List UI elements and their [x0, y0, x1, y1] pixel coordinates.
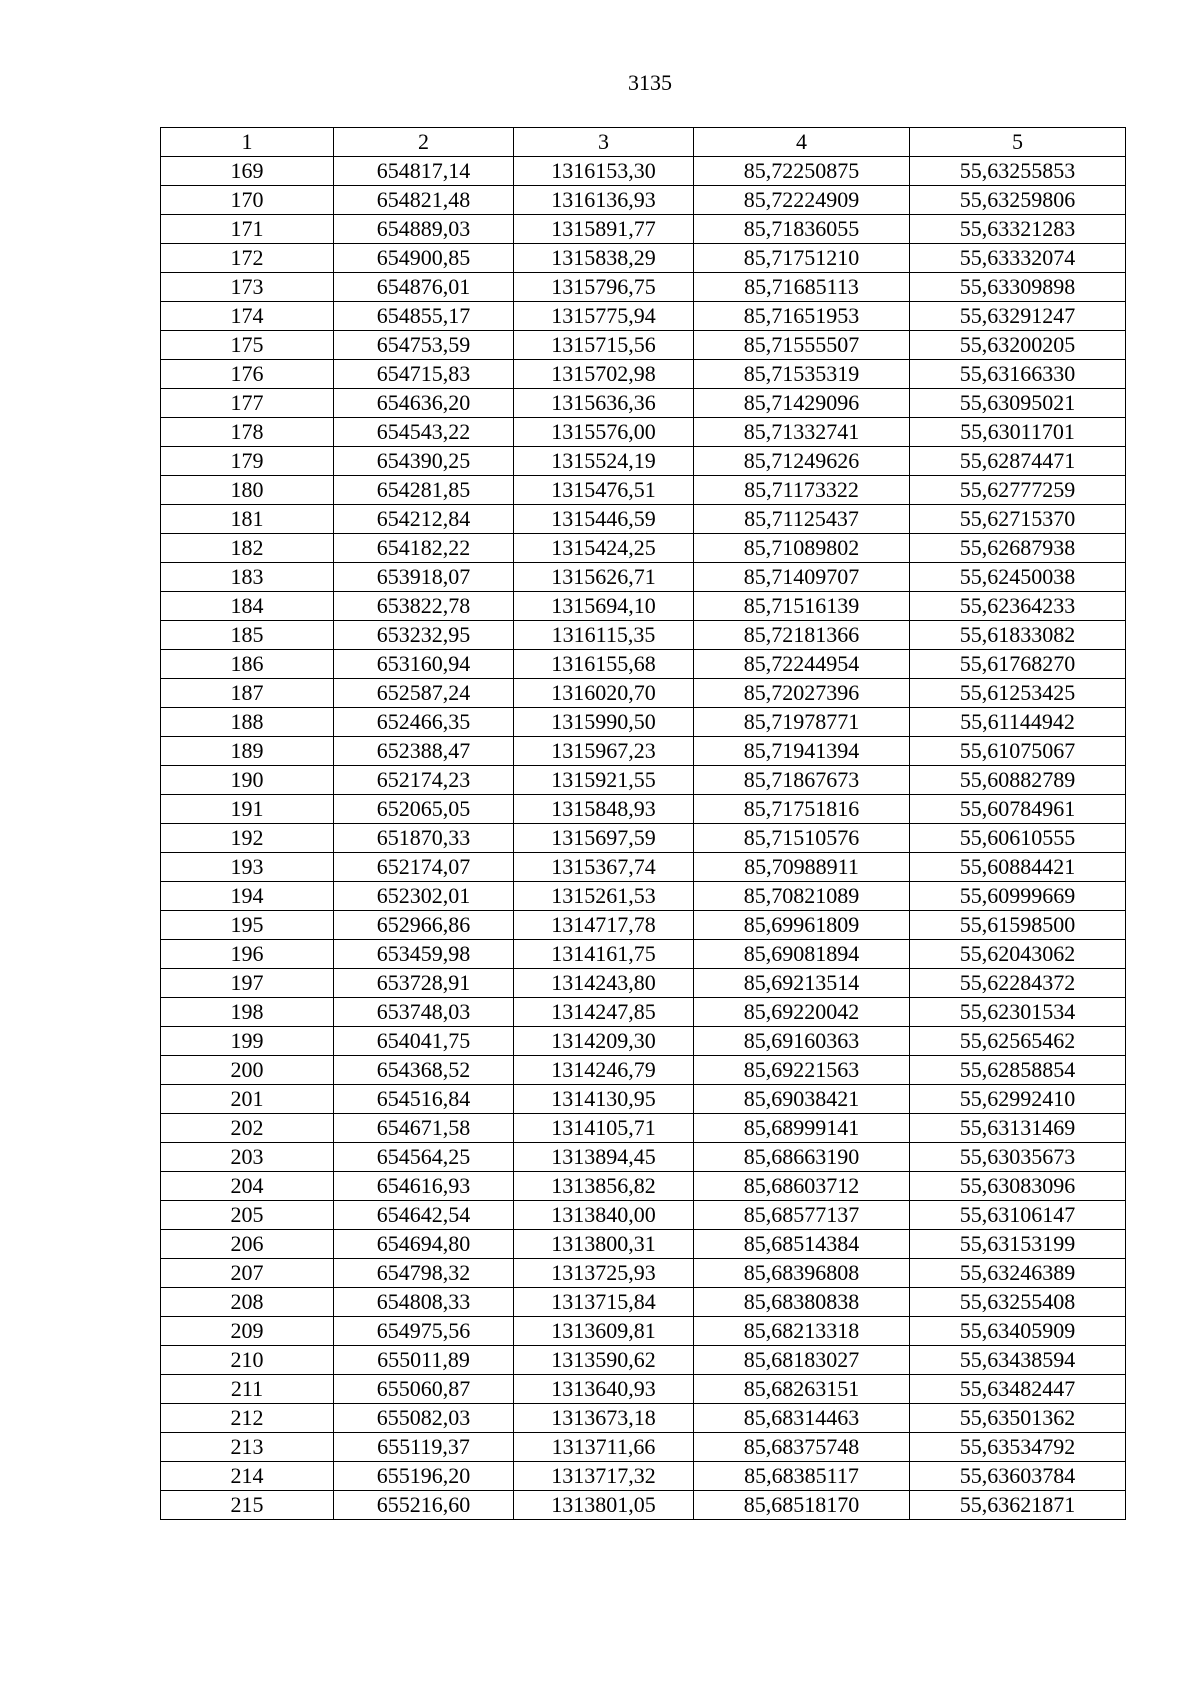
table-row: [161, 302, 1126, 331]
table-cell: 1315891,77: [514, 215, 694, 244]
table-cell: 213: [161, 1433, 334, 1462]
table-cell: 1313640,93: [514, 1375, 694, 1404]
table-cell: 201: [161, 1085, 334, 1114]
table-cell: 85,69221563: [694, 1056, 910, 1085]
table-cell: 655196,20: [334, 1462, 514, 1491]
table-cell: 655216,60: [334, 1491, 514, 1520]
table-cell: 654041,75: [334, 1027, 514, 1056]
table-cell: 1316155,68: [514, 650, 694, 679]
table-cell: 654636,20: [334, 389, 514, 418]
table-cell: 190: [161, 766, 334, 795]
table-cell: 1315367,74: [514, 853, 694, 882]
table-cell: 654368,52: [334, 1056, 514, 1085]
table-cell: 55,63438594: [910, 1346, 1126, 1375]
table-cell: 1314246,79: [514, 1056, 694, 1085]
table-row: [161, 1317, 1126, 1346]
table-cell: 1313725,93: [514, 1259, 694, 1288]
table-cell: 55,62777259: [910, 476, 1126, 505]
table-cell: 85,71651953: [694, 302, 910, 331]
table-cell: 195: [161, 911, 334, 940]
table-cell: 85,71685113: [694, 273, 910, 302]
table-cell: 55,62043062: [910, 940, 1126, 969]
table-cell: 1314130,95: [514, 1085, 694, 1114]
table-cell: 1315702,98: [514, 360, 694, 389]
table-cell: 1313711,66: [514, 1433, 694, 1462]
table-cell: 55,63095021: [910, 389, 1126, 418]
table-cell: 1313609,81: [514, 1317, 694, 1346]
table-cell: 1314105,71: [514, 1114, 694, 1143]
table-row: [161, 1288, 1126, 1317]
table-cell: 211: [161, 1375, 334, 1404]
table-cell: 654798,32: [334, 1259, 514, 1288]
table-cell: 55,63200205: [910, 331, 1126, 360]
table-row: [161, 418, 1126, 447]
table-cell: 85,71535319: [694, 360, 910, 389]
table-cell: 654543,22: [334, 418, 514, 447]
table-cell: 175: [161, 331, 334, 360]
table-cell: 654715,83: [334, 360, 514, 389]
table-cell: 170: [161, 186, 334, 215]
table-row: [161, 215, 1126, 244]
table-cell: 1316115,35: [514, 621, 694, 650]
table-cell: 1315990,50: [514, 708, 694, 737]
table-row: [161, 1259, 1126, 1288]
table-cell: 204: [161, 1172, 334, 1201]
table-cell: 85,71125437: [694, 505, 910, 534]
table-cell: 85,69160363: [694, 1027, 910, 1056]
table-cell: 1313715,84: [514, 1288, 694, 1317]
table-cell: 55,63534792: [910, 1433, 1126, 1462]
table-cell: 55,62992410: [910, 1085, 1126, 1114]
table-cell: 55,62874471: [910, 447, 1126, 476]
table-cell: 85,68518170: [694, 1491, 910, 1520]
table-cell: 85,72250875: [694, 157, 910, 186]
table-cell: 55,63131469: [910, 1114, 1126, 1143]
table-cell: 191: [161, 795, 334, 824]
table-cell: 85,68314463: [694, 1404, 910, 1433]
column-header: 2: [334, 128, 514, 157]
table-cell: 181: [161, 505, 334, 534]
table-cell: 652466,35: [334, 708, 514, 737]
table-cell: 180: [161, 476, 334, 505]
table-cell: 654817,14: [334, 157, 514, 186]
table-cell: 55,63106147: [910, 1201, 1126, 1230]
table-cell: 1315775,94: [514, 302, 694, 331]
table-cell: 653728,91: [334, 969, 514, 998]
table-cell: 1314209,30: [514, 1027, 694, 1056]
table-cell: 655011,89: [334, 1346, 514, 1375]
table-row: [161, 1085, 1126, 1114]
table-cell: 1315921,55: [514, 766, 694, 795]
page-number: 3135: [628, 70, 672, 95]
column-header: 4: [694, 128, 910, 157]
table-cell: 654564,25: [334, 1143, 514, 1172]
table-row: [161, 708, 1126, 737]
table-cell: 55,60784961: [910, 795, 1126, 824]
table-row: [161, 1404, 1126, 1433]
table-cell: 654821,48: [334, 186, 514, 215]
table-cell: 174: [161, 302, 334, 331]
table-cell: 85,69220042: [694, 998, 910, 1027]
table-row: [161, 882, 1126, 911]
table-cell: 654900,85: [334, 244, 514, 273]
table-cell: 55,63035673: [910, 1143, 1126, 1172]
table-cell: 1315715,56: [514, 331, 694, 360]
table-cell: 55,63332074: [910, 244, 1126, 273]
table-cell: 1314717,78: [514, 911, 694, 940]
table-cell: 654753,59: [334, 331, 514, 360]
table-row: [161, 621, 1126, 650]
table-cell: 654642,54: [334, 1201, 514, 1230]
table-cell: 55,63246389: [910, 1259, 1126, 1288]
table-cell: 55,62364233: [910, 592, 1126, 621]
table-cell: 176: [161, 360, 334, 389]
table-cell: 55,61598500: [910, 911, 1126, 940]
column-header: 1: [161, 128, 334, 157]
table-cell: 197: [161, 969, 334, 998]
table-row: [161, 563, 1126, 592]
table-cell: 1316153,30: [514, 157, 694, 186]
table-cell: 85,71555507: [694, 331, 910, 360]
table-cell: 85,68263151: [694, 1375, 910, 1404]
table-row: [161, 186, 1126, 215]
table-row: [161, 273, 1126, 302]
table-cell: 173: [161, 273, 334, 302]
table-cell: 654390,25: [334, 447, 514, 476]
table-row: [161, 766, 1126, 795]
table-cell: 85,69961809: [694, 911, 910, 940]
table-cell: 653459,98: [334, 940, 514, 969]
header-row: [161, 128, 1126, 157]
table-cell: 55,61144942: [910, 708, 1126, 737]
table-row: [161, 1114, 1126, 1143]
table-cell: 55,60610555: [910, 824, 1126, 853]
table-cell: 214: [161, 1462, 334, 1491]
table-cell: 1315476,51: [514, 476, 694, 505]
table-cell: 212: [161, 1404, 334, 1433]
table-cell: 1313590,62: [514, 1346, 694, 1375]
table-row: [161, 360, 1126, 389]
table-cell: 178: [161, 418, 334, 447]
table-row: [161, 1201, 1126, 1230]
table-cell: 85,71751210: [694, 244, 910, 273]
table-cell: 205: [161, 1201, 334, 1230]
table-cell: 198: [161, 998, 334, 1027]
table-cell: 179: [161, 447, 334, 476]
table-row: [161, 592, 1126, 621]
table-cell: 1313800,31: [514, 1230, 694, 1259]
table-row: [161, 1491, 1126, 1520]
column-header: 5: [910, 128, 1126, 157]
table-cell: 85,68183027: [694, 1346, 910, 1375]
table-cell: 654975,56: [334, 1317, 514, 1346]
table-cell: 1315848,93: [514, 795, 694, 824]
table-cell: 1313717,32: [514, 1462, 694, 1491]
table-cell: 655119,37: [334, 1433, 514, 1462]
table-row: [161, 389, 1126, 418]
table-cell: 55,60884421: [910, 853, 1126, 882]
coordinates-table: [160, 127, 1126, 1520]
table-row: [161, 447, 1126, 476]
table-cell: 85,71089802: [694, 534, 910, 563]
table-cell: 654694,80: [334, 1230, 514, 1259]
table-cell: 654616,93: [334, 1172, 514, 1201]
table-row: [161, 969, 1126, 998]
table-cell: 55,62687938: [910, 534, 1126, 563]
table-cell: 203: [161, 1143, 334, 1172]
table-cell: 1315967,23: [514, 737, 694, 766]
table-cell: 655082,03: [334, 1404, 514, 1433]
table-cell: 55,63309898: [910, 273, 1126, 302]
table-row: [161, 1143, 1126, 1172]
table-cell: 172: [161, 244, 334, 273]
table-cell: 1315261,53: [514, 882, 694, 911]
table-cell: 654889,03: [334, 215, 514, 244]
table-cell: 186: [161, 650, 334, 679]
table-cell: 55,63291247: [910, 302, 1126, 331]
table-cell: 55,61833082: [910, 621, 1126, 650]
table-cell: 85,68514384: [694, 1230, 910, 1259]
table-cell: 653822,78: [334, 592, 514, 621]
table-cell: 1315694,10: [514, 592, 694, 621]
table-cell: 85,69081894: [694, 940, 910, 969]
table-cell: 85,68380838: [694, 1288, 910, 1317]
table-cell: 85,70988911: [694, 853, 910, 882]
table-cell: 187: [161, 679, 334, 708]
table-cell: 55,61768270: [910, 650, 1126, 679]
table-cell: 182: [161, 534, 334, 563]
table-cell: 209: [161, 1317, 334, 1346]
table-cell: 653748,03: [334, 998, 514, 1027]
table-cell: 654671,58: [334, 1114, 514, 1143]
table-cell: 189: [161, 737, 334, 766]
table-row: [161, 650, 1126, 679]
table-cell: 208: [161, 1288, 334, 1317]
table-row: [161, 1375, 1126, 1404]
table-cell: 188: [161, 708, 334, 737]
table-cell: 55,63011701: [910, 418, 1126, 447]
table-cell: 85,68375748: [694, 1433, 910, 1462]
table-cell: 1316020,70: [514, 679, 694, 708]
table-cell: 193: [161, 853, 334, 882]
table-cell: 85,68603712: [694, 1172, 910, 1201]
table-row: [161, 679, 1126, 708]
table-cell: 85,71836055: [694, 215, 910, 244]
table-cell: 85,69213514: [694, 969, 910, 998]
table-cell: 652174,23: [334, 766, 514, 795]
table-cell: 651870,33: [334, 824, 514, 853]
table-cell: 654855,17: [334, 302, 514, 331]
table-cell: 85,72244954: [694, 650, 910, 679]
table-row: [161, 1230, 1126, 1259]
table-cell: 654516,84: [334, 1085, 514, 1114]
table-cell: 55,63501362: [910, 1404, 1126, 1433]
table-cell: 1315796,75: [514, 273, 694, 302]
table-cell: 1313840,00: [514, 1201, 694, 1230]
table-cell: 1313894,45: [514, 1143, 694, 1172]
table-cell: 654182,22: [334, 534, 514, 563]
table-cell: 1313801,05: [514, 1491, 694, 1520]
table-row: [161, 244, 1126, 273]
table-cell: 55,63621871: [910, 1491, 1126, 1520]
table-cell: 85,68663190: [694, 1143, 910, 1172]
table-cell: 85,68577137: [694, 1201, 910, 1230]
table-row: [161, 505, 1126, 534]
table-row: [161, 476, 1126, 505]
table-cell: 1313673,18: [514, 1404, 694, 1433]
table-cell: 55,62858854: [910, 1056, 1126, 1085]
table-cell: 1313856,82: [514, 1172, 694, 1201]
table-row: [161, 940, 1126, 969]
table-cell: 55,61075067: [910, 737, 1126, 766]
table-cell: 196: [161, 940, 334, 969]
table-cell: 202: [161, 1114, 334, 1143]
table-cell: 85,71751816: [694, 795, 910, 824]
table-cell: 1315636,36: [514, 389, 694, 418]
table-cell: 85,72224909: [694, 186, 910, 215]
table-cell: 55,63083096: [910, 1172, 1126, 1201]
table-cell: 55,63166330: [910, 360, 1126, 389]
table-cell: 652174,07: [334, 853, 514, 882]
table-cell: 55,62301534: [910, 998, 1126, 1027]
table-cell: 85,71409707: [694, 563, 910, 592]
table-cell: 200: [161, 1056, 334, 1085]
table-cell: 654876,01: [334, 273, 514, 302]
table-cell: 654212,84: [334, 505, 514, 534]
table-cell: 210: [161, 1346, 334, 1375]
table-row: [161, 1462, 1126, 1491]
table-cell: 654808,33: [334, 1288, 514, 1317]
table-cell: 55,63153199: [910, 1230, 1126, 1259]
table-cell: 1314247,85: [514, 998, 694, 1027]
table-cell: 55,62565462: [910, 1027, 1126, 1056]
table-cell: 55,60999669: [910, 882, 1126, 911]
table-row: [161, 824, 1126, 853]
table-cell: 184: [161, 592, 334, 621]
table-row: [161, 998, 1126, 1027]
table-cell: 55,63259806: [910, 186, 1126, 215]
table-cell: 55,63482447: [910, 1375, 1126, 1404]
table-cell: 1315697,59: [514, 824, 694, 853]
table-cell: 85,71510576: [694, 824, 910, 853]
table-cell: 1314243,80: [514, 969, 694, 998]
table-cell: 171: [161, 215, 334, 244]
table-row: [161, 853, 1126, 882]
table-cell: 652065,05: [334, 795, 514, 824]
table-cell: 85,68396808: [694, 1259, 910, 1288]
table-cell: 55,62450038: [910, 563, 1126, 592]
table-cell: 199: [161, 1027, 334, 1056]
table-cell: 652388,47: [334, 737, 514, 766]
table-cell: 206: [161, 1230, 334, 1259]
table-row: [161, 1433, 1126, 1462]
table-row: [161, 331, 1126, 360]
table-cell: 85,72027396: [694, 679, 910, 708]
table-cell: 85,71332741: [694, 418, 910, 447]
table-cell: 55,63603784: [910, 1462, 1126, 1491]
table-cell: 177: [161, 389, 334, 418]
table-cell: 653232,95: [334, 621, 514, 650]
table-row: [161, 1027, 1126, 1056]
table-cell: 655060,87: [334, 1375, 514, 1404]
table-cell: 652302,01: [334, 882, 514, 911]
table-cell: 1315626,71: [514, 563, 694, 592]
table-cell: 192: [161, 824, 334, 853]
table-cell: 207: [161, 1259, 334, 1288]
table-cell: 185: [161, 621, 334, 650]
table-cell: 85,71978771: [694, 708, 910, 737]
table-cell: 1315524,19: [514, 447, 694, 476]
table-cell: 85,70821089: [694, 882, 910, 911]
table-cell: 55,63321283: [910, 215, 1126, 244]
table-row: [161, 1172, 1126, 1201]
table-cell: 1315446,59: [514, 505, 694, 534]
table-row: [161, 737, 1126, 766]
table-cell: 85,68999141: [694, 1114, 910, 1143]
table-row: [161, 1346, 1126, 1375]
table-cell: 55,62284372: [910, 969, 1126, 998]
table-cell: 1315576,00: [514, 418, 694, 447]
table-cell: 85,71429096: [694, 389, 910, 418]
table-cell: 55,63405909: [910, 1317, 1126, 1346]
column-header: 3: [514, 128, 694, 157]
table-cell: 55,63255853: [910, 157, 1126, 186]
table-cell: 55,62715370: [910, 505, 1126, 534]
table-cell: 85,71867673: [694, 766, 910, 795]
table-cell: 653160,94: [334, 650, 514, 679]
table-cell: 1315424,25: [514, 534, 694, 563]
table-cell: 652587,24: [334, 679, 514, 708]
table-cell: 85,71516139: [694, 592, 910, 621]
table-cell: 55,60882789: [910, 766, 1126, 795]
table-row: [161, 795, 1126, 824]
table-cell: 85,71173322: [694, 476, 910, 505]
table-cell: 653918,07: [334, 563, 514, 592]
table-row: [161, 1056, 1126, 1085]
table-cell: 85,68385117: [694, 1462, 910, 1491]
table-cell: 169: [161, 157, 334, 186]
table-cell: 85,71249626: [694, 447, 910, 476]
table-body: [161, 157, 1126, 1520]
table-cell: 1314161,75: [514, 940, 694, 969]
table-cell: 85,68213318: [694, 1317, 910, 1346]
table-row: [161, 534, 1126, 563]
table-cell: 1316136,93: [514, 186, 694, 215]
table-cell: 183: [161, 563, 334, 592]
table-row: [161, 911, 1126, 940]
table-row: [161, 157, 1126, 186]
table-cell: 654281,85: [334, 476, 514, 505]
table-cell: 85,72181366: [694, 621, 910, 650]
table-cell: 1315838,29: [514, 244, 694, 273]
table-cell: 85,71941394: [694, 737, 910, 766]
table-cell: 55,63255408: [910, 1288, 1126, 1317]
table-cell: 652966,86: [334, 911, 514, 940]
table-cell: 215: [161, 1491, 334, 1520]
table-cell: 55,61253425: [910, 679, 1126, 708]
table-cell: 194: [161, 882, 334, 911]
table-cell: 85,69038421: [694, 1085, 910, 1114]
